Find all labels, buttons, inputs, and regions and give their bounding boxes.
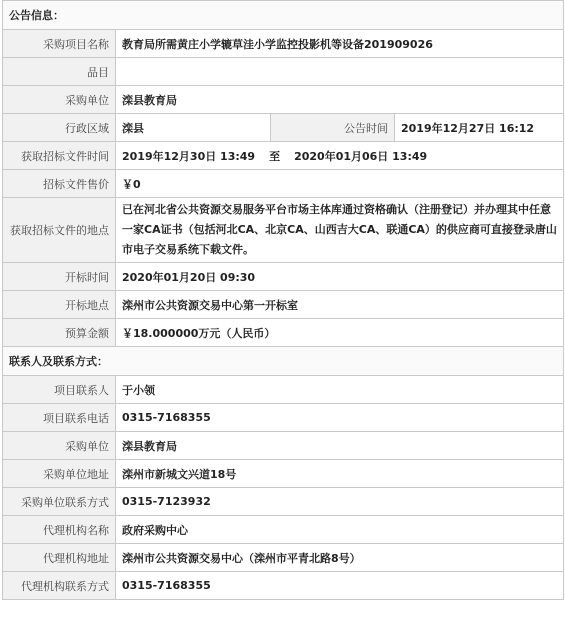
- section-row-contacts: [3, 347, 564, 376]
- open-time-label: 开标时间: [3, 263, 116, 291]
- item-value: [116, 58, 564, 86]
- contact-purchaser-value: 滦县教育局: [116, 432, 564, 460]
- doc-time-value: [116, 142, 564, 170]
- agency-contact-label: 代理机构联系方式: [3, 572, 116, 600]
- item-label: 品目: [3, 58, 116, 86]
- doc-price-label: 招标文件售价: [3, 170, 116, 198]
- table-row: [3, 142, 564, 170]
- table-row: [3, 488, 564, 516]
- table-row: [3, 58, 564, 86]
- project-name-label: 采购项目名称: [3, 30, 116, 58]
- table-row: [3, 376, 564, 404]
- purchaser-address-value: 滦州市新城文兴道18号: [116, 460, 564, 488]
- doc-time-end: 2020年01月06日 13:49: [294, 149, 428, 163]
- table-row: [3, 404, 564, 432]
- table-row: [3, 544, 564, 572]
- doc-time-start: 2019年12月30日 13:49: [122, 149, 256, 163]
- budget-value: ￥18.000000万元（人民币）: [116, 319, 564, 347]
- section-title-contacts: 联系人及联系方式：: [3, 347, 564, 376]
- budget-label: 预算金额: [3, 319, 116, 347]
- table-row: [3, 263, 564, 291]
- purchaser-contact-value: 0315-7123932: [116, 488, 564, 516]
- doc-price-value: ￥0: [116, 170, 564, 198]
- notice-time-label: 公告时间: [271, 114, 395, 142]
- purchaser-label: 采购单位: [3, 86, 116, 114]
- section-title-announcement: 公告信息：: [3, 1, 564, 30]
- table-row: [3, 432, 564, 460]
- purchaser-address-label: 采购单位地址: [3, 460, 116, 488]
- project-name-value: 教育局所需黄庄小学辘草洼小学监控投影机等设备201909026: [116, 30, 564, 58]
- section-row-announcement: [3, 1, 564, 30]
- table-row: [3, 516, 564, 544]
- table-row: [3, 291, 564, 319]
- open-place-label: 开标地点: [3, 291, 116, 319]
- region-value: 滦县: [116, 114, 271, 142]
- notice-time-value: 2019年12月27日 16:12: [395, 114, 564, 142]
- agency-name-label: 代理机构名称: [3, 516, 116, 544]
- table-row: [3, 170, 564, 198]
- table-row: [3, 319, 564, 347]
- doc-time-to: 至: [269, 149, 281, 163]
- table-row: [3, 572, 564, 600]
- project-contact-label: 项目联系人: [3, 376, 116, 404]
- agency-contact-value: 0315-7168355: [116, 572, 564, 600]
- table-row: [3, 114, 564, 142]
- purchaser-value: 滦县教育局: [116, 86, 564, 114]
- open-time-value: 2020年01月20日 09:30: [116, 263, 564, 291]
- announcement-table: [2, 0, 564, 600]
- project-contact-value: 于小领: [116, 376, 564, 404]
- purchaser-contact-label: 采购单位联系方式: [3, 488, 116, 516]
- agency-address-value: 滦州市公共资源交易中心（滦州市平青北路8号）: [116, 544, 564, 572]
- doc-place-label: 获取招标文件的地点: [3, 198, 116, 263]
- table-row: [3, 30, 564, 58]
- open-place-value: 滦州市公共资源交易中心第一开标室: [116, 291, 564, 319]
- table-row: [3, 198, 564, 263]
- doc-time-label: 获取招标文件时间: [3, 142, 116, 170]
- region-label: 行政区域: [3, 114, 116, 142]
- contact-purchaser-label: 采购单位: [3, 432, 116, 460]
- table-row: [3, 86, 564, 114]
- doc-place-value: 已在河北省公共资源交易服务平台市场主体库通过资格确认（注册登记）并办理其中任意一家CA证书（包括河北CA、北京CA、山西吉大CA、联通CA）的供应商可直接登录唐山市电子交易系统下载文件。: [116, 198, 564, 263]
- agency-address-label: 代理机构地址: [3, 544, 116, 572]
- project-phone-label: 项目联系电话: [3, 404, 116, 432]
- table-row: [3, 460, 564, 488]
- project-phone-value: 0315-7168355: [116, 404, 564, 432]
- agency-name-value: 政府采购中心: [116, 516, 564, 544]
